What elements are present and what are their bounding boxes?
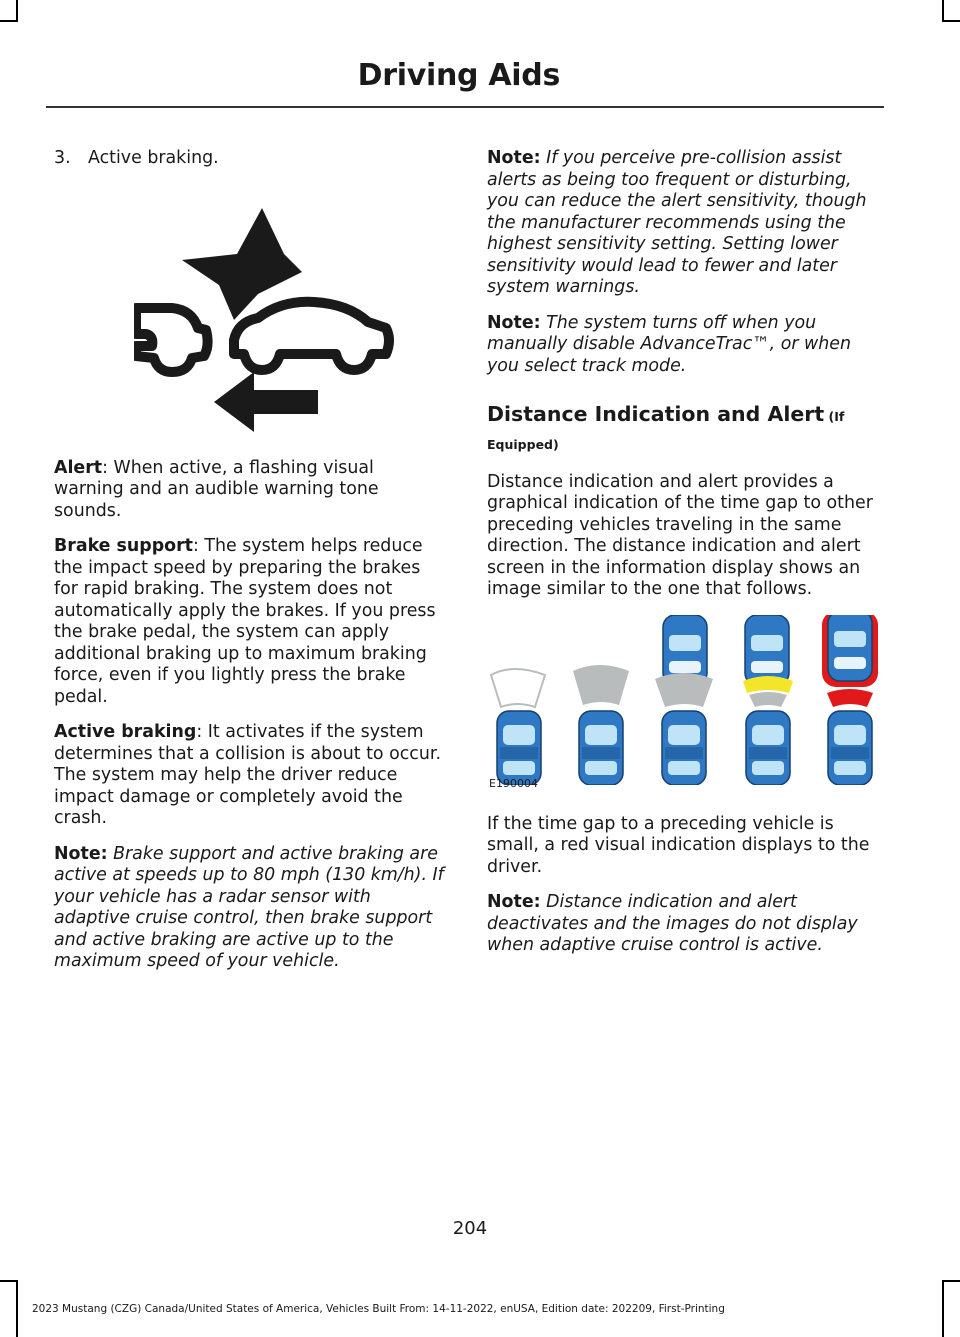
note-paragraph [487,892,879,957]
right-column [487,148,879,971]
figure-code: E190004 [489,776,538,790]
crop-mark [942,20,960,22]
page-number: 204 [452,1218,488,1239]
left-column [54,148,446,987]
own-car [662,711,706,785]
gap-indicator-outline [491,669,545,707]
step-number: 3. [54,148,71,168]
note-text: Brake support and active braking are active at speeds up to 80 mph (130 km/h). If your vehicle has a radar sensor with adaptive cruise control, then brake support and active braking are active up to the maximum speed of your vehicle. [54,843,444,971]
alert-paragraph [54,458,446,523]
section-heading-equipped: Equipped) [487,437,559,452]
gap-indicator-gray [573,665,629,705]
note-label: Note: [54,843,108,864]
crop-mark [942,0,944,22]
own-car [828,711,872,785]
active-braking-icon [54,178,446,448]
note-label: Note: [487,312,541,333]
alert-text: : When active, a flashing visual warning and an audible warning tone sounds. [54,457,379,521]
brake-support-term: Brake support [54,536,193,556]
note-text: The system turns off when you manually disable AdvanceTrac™, or when you select track mode. [487,312,852,376]
preceding-car [745,615,789,685]
body-paragraph: Distance indication and alert provides a graphical indication of the time gap to other preceding vehicles traveling in the same direction. The distance indication and alert screen in the information display shows an image similar to the one that follows. [487,471,873,599]
header-divider [46,106,884,108]
crop-mark [0,1280,18,1282]
section-heading-text: Distance Indication and Alert [487,402,825,426]
note-text: If you perceive pre-collision assist alerts as being too frequent or disturbing, you can reduce the alert sensitivity, though the manufacturer recommends using the highest sensitivity setting. Setting lower sensitivity would lead to fewer and later system warnings. [487,148,867,297]
active-braking-paragraph [54,722,446,830]
note-paragraph [487,148,879,299]
own-car [579,711,623,785]
own-car-icon [234,301,389,369]
body-paragraph: If the time gap to a preceding vehicle is small, a red visual indication displays to the driver. [487,813,870,877]
note-label: Note: [487,148,541,168]
gap-indicator-yellow [743,676,793,693]
crop-mark [16,1280,18,1337]
active-braking-term: Active braking [54,722,197,742]
front-car-rear-icon [136,308,208,372]
note-paragraph [487,313,879,378]
section-heading-qualifier: (If [824,409,845,424]
crop-mark [942,1280,944,1337]
preceding-car [828,615,872,681]
distance-indication-figure [487,615,879,790]
alert-term: Alert [54,457,103,478]
gap-indicator-gray [749,692,787,707]
page-title: Driving Aids [357,58,560,93]
note-label: Note: [487,892,541,912]
footer-edition: 2023 Mustang (CZG) Canada/United States of America, Vehicles Built From: 14-11-2022, enUSA, Edition date: 202209, First-Printing [32,1303,725,1315]
arrow-left-icon [214,372,318,432]
crop-mark [16,0,18,22]
crop-mark [0,20,18,22]
section-heading [487,401,879,430]
note-paragraph [54,844,446,973]
crop-mark [942,1280,960,1282]
active-braking-text: : It activates if the system determines that a collision is about to occur. The system may help the driver reduce impact damage or completely avoid the crash. [54,722,441,828]
brake-support-paragraph [54,536,446,708]
own-car [746,711,790,785]
step-text: Active braking. [88,148,219,168]
gap-indicator-red [827,689,873,707]
brake-support-text: : The system helps reduce the impact speed by preparing the brakes for rapid braking. The system does not automatically apply the brakes. If you press the brake pedal, the system can apply additional braking up to maximum braking force, even if you lightly press the brake pedal. [54,536,436,707]
step-item [54,148,446,170]
note-text: Distance indication and alert deactivates and the images do not display when adaptive cruise control is active. [487,892,858,955]
gap-indicator-gray [655,673,713,707]
